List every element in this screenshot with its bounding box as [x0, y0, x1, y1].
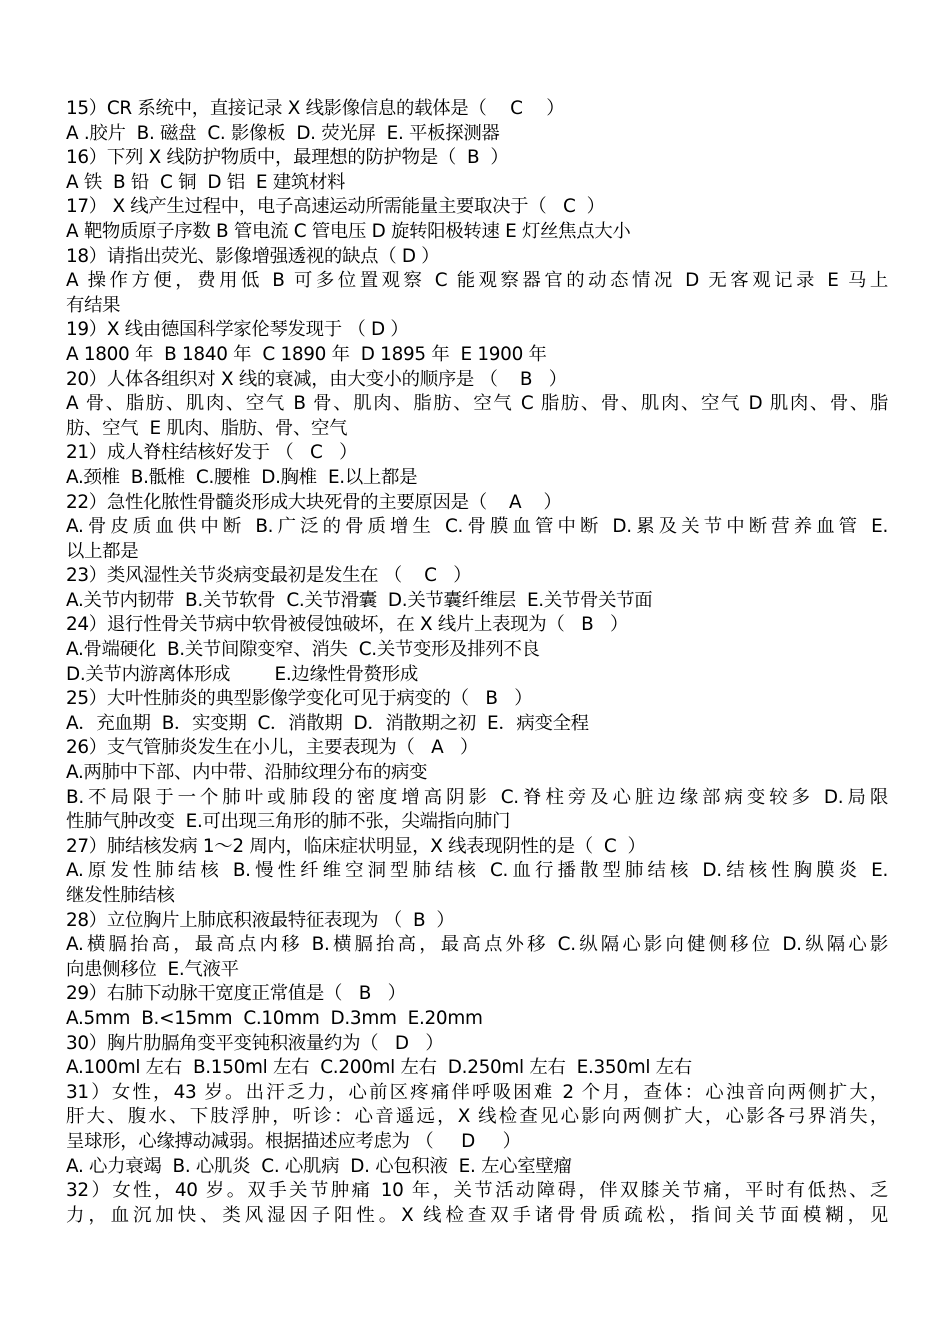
text-line: A 铁 B 铅 C 铜 D 铝 E 建筑材料: [66, 171, 346, 193]
text-line: 27）肺结核发病 1～2 周内，临床症状明显，X 线表现阴性的是（ C ）: [66, 835, 646, 857]
text-line: 向患侧移位 E.气液平: [66, 958, 239, 980]
text-line: 25）大叶性肺炎的典型影像学变化可见于病变的（ B ）: [66, 688, 533, 710]
text-line: 26）支气管肺炎发生在小儿，主要表现为（ A ）: [66, 737, 479, 759]
text-line: 19）X 线由德国科学家伦琴发现于 （ D ）: [66, 319, 409, 341]
text-line: A. 心力衰竭 B. 心肌炎 C. 心肌病 D. 心包积液 E. 左心室壁瘤: [66, 1155, 572, 1177]
text-line: A.100ml 左右 B.150ml 左右 C.200ml 左右 D.250ml 左右 E.350ml 左右: [66, 1057, 692, 1079]
text-line: 肝大、腹水、下肢浮肿，听诊：心音遥远，X 线检查见心影向两侧扩大，心影各弓界消失，: [66, 1106, 888, 1128]
text-line: 15）CR 系统中，直接记录 X 线影像信息的载体是（ C ）: [66, 98, 565, 119]
text-line: 30）胸片肋膈角变平变钝积液量约为（ D ）: [66, 1032, 444, 1054]
text-line: 力，血沉加快、类风湿因子阳性。X 线检查双手诸骨骨质疏松，指间关节面模糊，见: [66, 1204, 888, 1226]
text-line: 21）成人脊柱结核好发于 （ C ）: [66, 442, 358, 464]
text-line: A.颈椎 B.骶椎 C.腰椎 D.胸椎 E.以上都是: [66, 466, 418, 488]
text-line: 有结果: [66, 294, 121, 316]
text-line: 23）类风湿性关节炎病变最初是发生在 （ C ）: [66, 565, 472, 587]
text-line: A.骨端硬化 B.关节间隙变窄、消失 C.关节变形及排列不良: [66, 639, 540, 661]
text-line: A.横膈抬高，最高点内移 B.横膈抬高，最高点外移 C.纵隔心影向健侧移位 D.纵隔心影: [66, 934, 888, 956]
text-line: 20）人体各组织对 X 线的衰减，由大变小的顺序是 （ B ）: [66, 368, 567, 390]
text-line: A.骨皮质血供中断 B.广泛的骨质增生 C.骨膜血管中断 D.累及关节中断营养血管 E.: [66, 516, 888, 538]
text-line: A 靶物质原子序数 B 管电流 C 管电压 D 旋转阳极转速 E 灯丝焦点大小: [66, 220, 631, 242]
text-line: 肪、空气 E 肌肉、脂肪、骨、空气: [66, 417, 348, 439]
text-line: B.不局限于一个肺叶或肺段的密度增高阴影 C.脊柱旁及心脏边缘部病变较多 D.局限: [66, 786, 888, 808]
document-body: [66, 97, 888, 1228]
text-line: A 骨、脂肪、肌肉、空气 B 骨、肌肉、脂肪、空气 C 脂肪、骨、肌肉、空气 D 肌肉、骨、脂: [66, 393, 888, 415]
text-line: 继发性肺结核: [66, 885, 175, 906]
text-line: D.关节内游离体形成 E.边缘性骨赘形成: [66, 663, 418, 685]
text-line: 性肺气肿改变 E.可出现三角形的肺不张，尖端指向肺门: [66, 811, 511, 833]
text-line: A.关节内韧带 B.关节软骨 C.关节滑囊 D.关节囊纤维层 E.关节骨关节面: [66, 589, 653, 611]
text-line: A．充血期 B．实变期 C．消散期 D．消散期之初 E．病变全程: [66, 712, 589, 734]
text-line: 22）急性化脓性骨髓炎形成大块死骨的主要原因是（ A ）: [66, 491, 562, 513]
text-line: A.5mm B.<15mm C.10mm D.3mm E.20mm: [66, 1007, 483, 1029]
text-line: 呈球形，心缘搏动减弱。根据描述应考虑为 （ D ）: [66, 1130, 521, 1152]
text-line: A 1800 年 B 1840 年 C 1890 年 D 1895 年 E 1900 年: [66, 343, 547, 365]
text-line: A .胶片 B. 磁盘 C. 影像板 D. 荧光屏 E. 平板探测器: [66, 122, 500, 144]
text-line: A.原发性肺结核 B.慢性纤维空洞型肺结核 C.血行播散型肺结核 D.结核性胸膜炎 E.: [66, 860, 888, 882]
text-line: 31）女性，43 岁。出汗乏力，心前区疼痛伴呼吸困难 2 个月，查体：心浊音向两侧扩大，: [66, 1081, 888, 1103]
text-line: 18）请指出荧光、影像增强透视的缺点（ D ）: [66, 245, 440, 267]
text-line: 28）立位胸片上肺底积液最特征表现为 （ B ）: [66, 909, 455, 931]
text-line: 24）退行性骨关节病中软骨被侵蚀破坏，在 X 线片上表现为（ B ）: [66, 614, 629, 636]
text-line: A.两肺中下部、内中带、沿肺纹理分布的病变: [66, 762, 428, 784]
text-line: 以上都是: [66, 540, 139, 562]
text-line: 32）女性，40 岁。双手关节肿痛 10 年，关节活动障碍，伴双膝关节痛，平时有低热、乏: [66, 1180, 888, 1202]
text-line: 16）下列 X 线防护物质中，最理想的防护物是（ B ）: [66, 147, 509, 169]
text-line: 17） X 线产生过程中，电子高速运动所需能量主要取决于（ C ）: [66, 196, 605, 218]
text-line: 29）右肺下动脉干宽度正常值是（ B ）: [66, 983, 406, 1005]
text-line: A 操作方便，费用低 B 可多位置观察 C 能观察器官的动态情况 D 无客观记录 E 马上: [66, 270, 888, 292]
